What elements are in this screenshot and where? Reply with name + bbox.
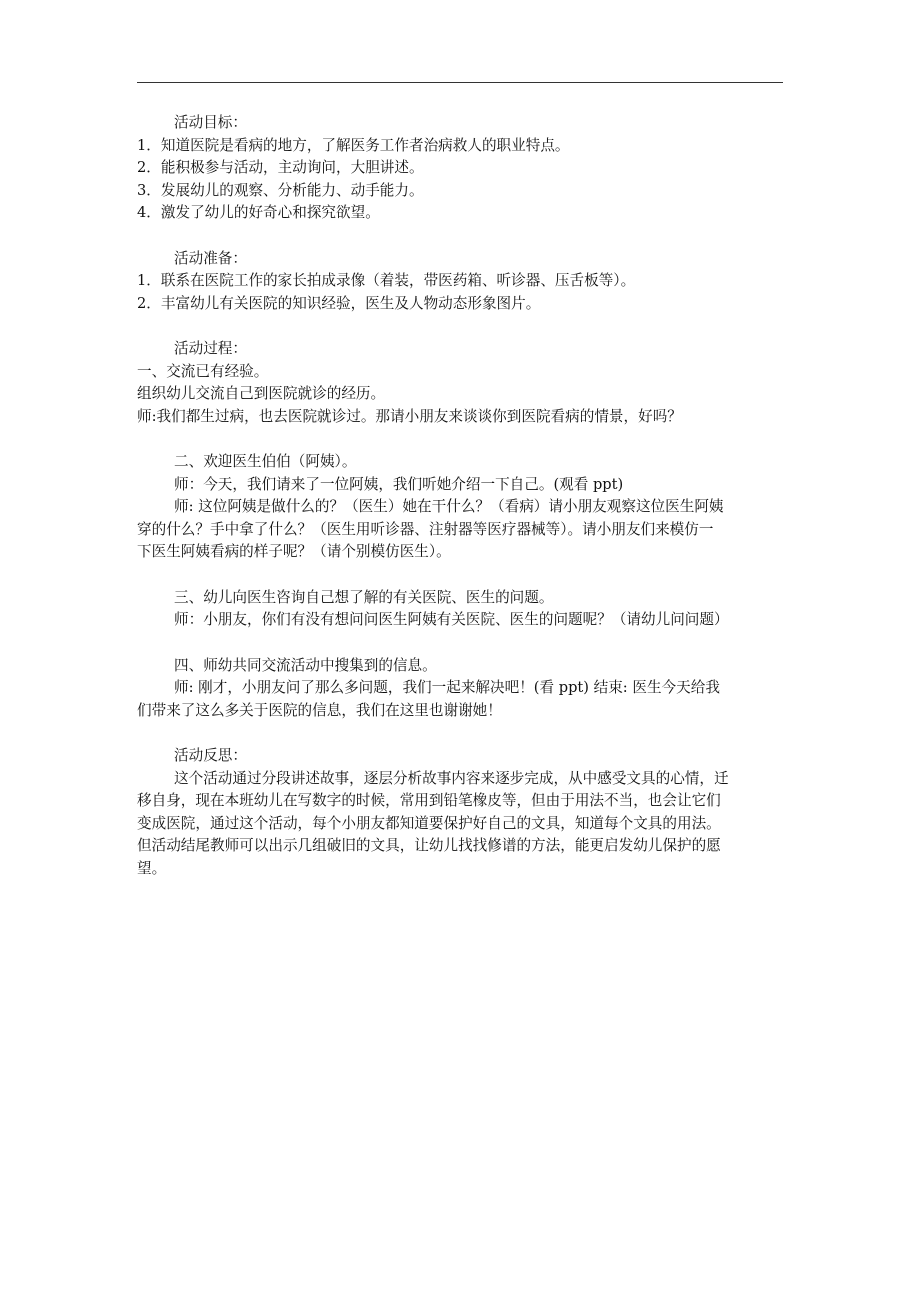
step2-title: 二、欢迎医生伯伯（阿姨）。	[174, 453, 357, 470]
goal-item-2: 2．能积极参与活动，主动询问，大胆讲述。	[137, 159, 424, 176]
document-body	[137, 112, 787, 880]
step2-line-2a: 师: 这位阿姨是做什么的？（医生）她在干什么？（看病）请小朋友观察这位医生阿姨	[174, 498, 724, 515]
step3-line-1: 师：小朋友，你们有没有想问问医生阿姨有关医院、医生的问题呢？（请幼儿问问题）	[174, 611, 729, 628]
preparation-heading: 活动准备：	[174, 249, 247, 267]
reflection-heading: 活动反思：	[174, 747, 247, 764]
step4-title: 四、师幼共同交流活动中搜集到的信息。	[174, 656, 437, 674]
reflection-section	[137, 745, 787, 880]
goal-item-1: 1．知道医院是看病的地方，了解医务工作者治病救人的职业特点。	[137, 136, 570, 154]
step4-line-1b: 们带来了这么多关于医院的信息，我们在这里也谢谢她！	[137, 701, 502, 719]
preparation-item-2: 2．丰富幼儿有关医院的知识经验，医生及人物动态形象图片。	[137, 294, 541, 312]
goals-heading: 活动目标：	[174, 114, 247, 131]
step1-title: 一、交流已有经验。	[137, 362, 269, 380]
section-gap	[137, 564, 787, 587]
preparation-item-1: 1．联系在医院工作的家长拍成录像（着装，带医药箱、听诊器、压舌板等）。	[137, 272, 636, 289]
reflection-line-4: 但活动结尾教师可以出示几组破旧的文具，让幼儿找找修谱的方法，能更启发幼儿保护的愿	[137, 837, 721, 854]
header-rule	[137, 82, 783, 83]
step1-line-2: 师:我们都生过病，也去医院就诊过。那请小朋友来谈谈你到医院看病的情景，好吗？	[137, 407, 682, 425]
section-gap	[137, 315, 787, 338]
reflection-line-3: 变成医院，通过这个活动，每个小朋友都知道要保护好自己的文具，知道每个文具的用法。	[137, 814, 721, 832]
step4-line-1a: 师: 刚才，小朋友问了那么多问题，我们一起来解决吧！(看 ppt) 结束: 医生今天给我	[174, 679, 720, 696]
goal-item-4: 4．激发了幼儿的好奇心和探究欲望。	[137, 204, 380, 221]
step2-line-2b: 穿的什么？手中拿了什么？（医生用听诊器、注射器等医疗器械等）。请小朋友们来模仿一	[137, 520, 714, 538]
section-gap	[137, 428, 787, 451]
step1-line-1: 组织幼儿交流自己到医院就诊的经历。	[137, 385, 386, 402]
process-section	[137, 338, 787, 722]
goal-item-3: 3．发展幼儿的观察、分析能力、动手能力。	[137, 181, 424, 199]
process-heading: 活动过程：	[174, 340, 247, 357]
reflection-line-5: 望。	[137, 859, 167, 877]
preparation-section	[137, 248, 787, 316]
section-gap	[137, 225, 787, 248]
section-gap	[137, 722, 787, 745]
step2-line-1: 师：今天，我们请来了一位阿姨，我们听她介绍一下自己。(观看 ppt)	[174, 475, 624, 493]
step2-line-2c: 下医生阿姨看病的样子呢？（请个别模仿医生）。	[137, 543, 451, 560]
goals-section	[137, 112, 787, 225]
reflection-line-2: 移自身，现在本班幼儿在写数字的时候，常用到铅笔橡皮等，但由于用法不当，也会让它们	[137, 792, 721, 809]
reflection-line-1: 这个活动通过分段讲述故事，逐层分析故事内容来逐步完成，从中感受文具的心情，迁	[174, 769, 729, 787]
section-gap	[137, 632, 787, 655]
step3-title: 三、幼儿向医生咨询自己想了解的有关医院、医生的问题。	[174, 588, 554, 606]
